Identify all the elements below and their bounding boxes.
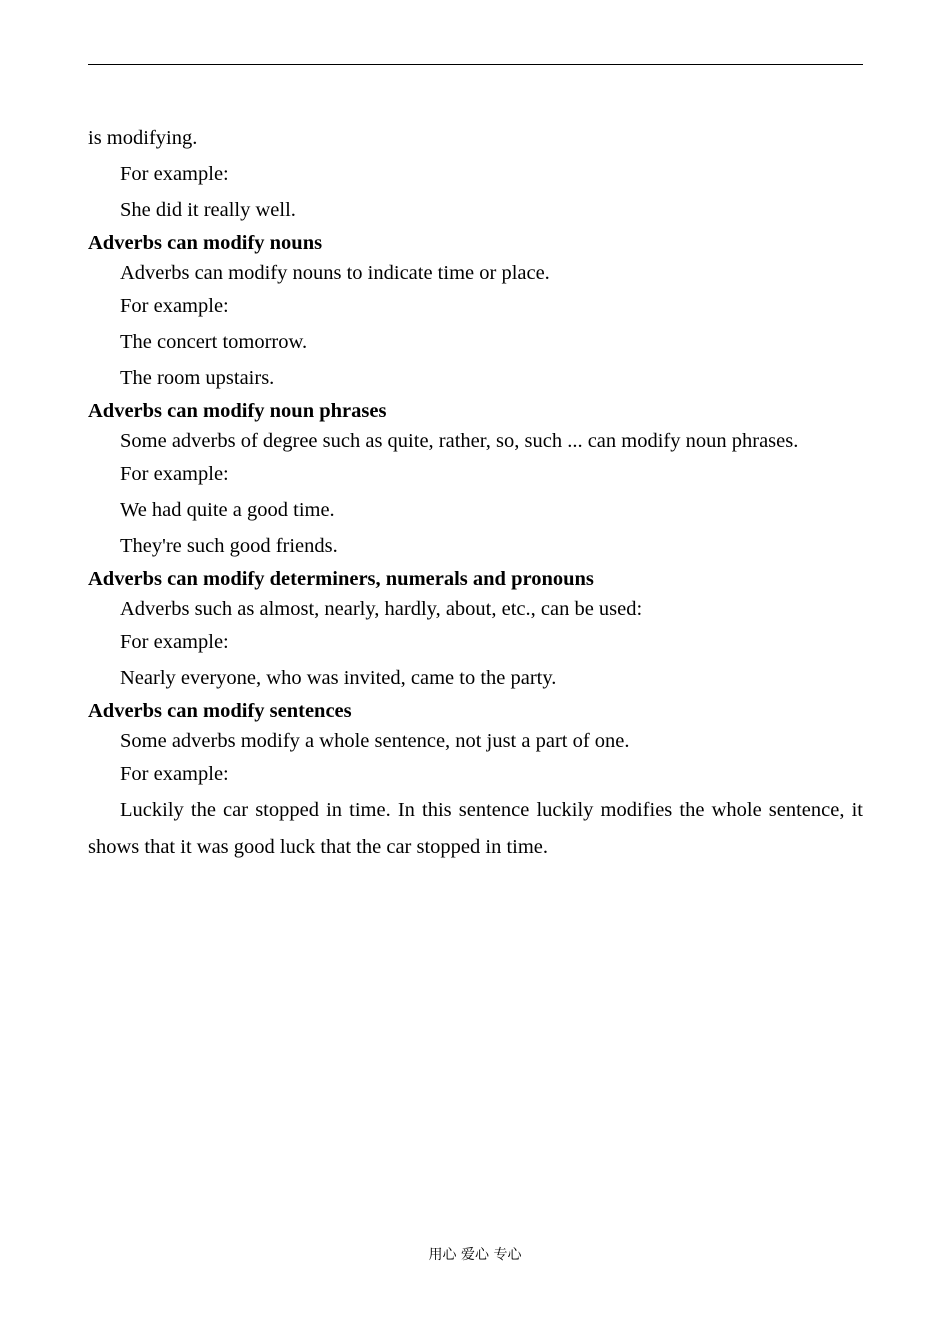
example-sentence: They're such good friends. (120, 535, 338, 557)
section-heading-sentences: Adverbs can modify sentences (88, 700, 352, 722)
header-rule (88, 64, 863, 65)
page-footer: 用心 爱心 专心 (428, 1247, 522, 1263)
continuation-text: is modifying. (88, 127, 198, 149)
example-label: For example: (120, 163, 229, 185)
section-heading-nouns: Adverbs can modify nouns (88, 232, 323, 254)
example-sentence: Nearly everyone, who was invited, came to the party. (120, 667, 557, 689)
section-description: Adverbs such as almost, nearly, hardly, about, etc., can be used: (120, 598, 643, 620)
example-label: For example: (120, 295, 229, 317)
example-label: For example: (120, 631, 229, 653)
example-sentence: She did it really well. (120, 199, 296, 221)
document-body (88, 120, 863, 865)
section-description: Some adverbs modify a whole sentence, not just a part of one. (120, 730, 630, 752)
section-description: Some adverbs of degree such as quite, rather, so, such ... can modify noun phrases. (120, 430, 799, 452)
example-sentence: The room upstairs. (120, 367, 275, 389)
closing-paragraph: Luckily the car stopped in time. In this sentence luckily modifies the whole sentence, it shows that it was good luck that the car stopped in time. (88, 799, 863, 858)
example-sentence: We had quite a good time. (120, 499, 335, 521)
section-description: Adverbs can modify nouns to indicate time or place. (120, 262, 550, 284)
example-label: For example: (120, 463, 229, 485)
example-label: For example: (120, 763, 229, 785)
section-heading-determiners: Adverbs can modify determiners, numerals and pronouns (88, 568, 594, 590)
section-heading-noun-phrases: Adverbs can modify noun phrases (88, 400, 387, 422)
example-sentence: The concert tomorrow. (120, 331, 308, 353)
